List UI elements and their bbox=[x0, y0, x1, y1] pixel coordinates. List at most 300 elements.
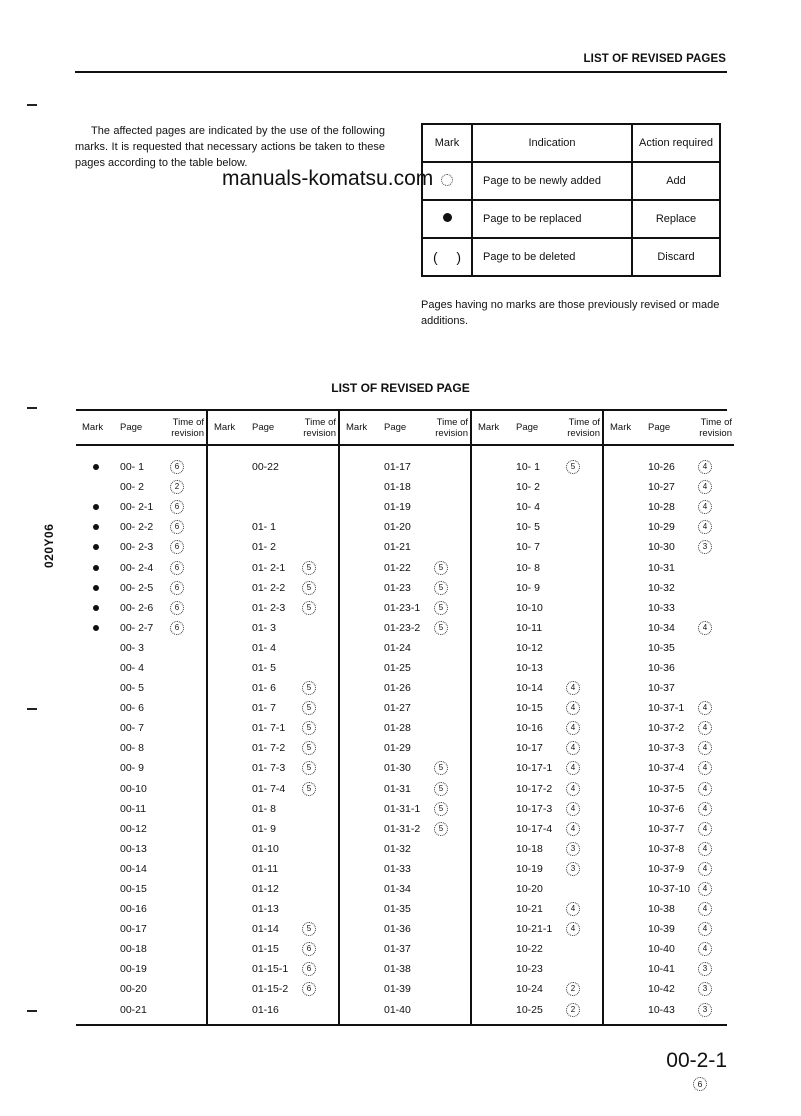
cell-page: 10-24 bbox=[516, 983, 543, 996]
cell-page: 01-40 bbox=[384, 1003, 411, 1016]
table-row bbox=[604, 517, 734, 537]
cell-revision bbox=[298, 922, 338, 936]
column-header bbox=[340, 411, 470, 446]
cell-page: 01-16 bbox=[252, 1003, 279, 1016]
legend-header-indication: Indication bbox=[472, 124, 632, 162]
cell-revision bbox=[694, 782, 734, 796]
legend-row-discard bbox=[422, 238, 720, 276]
cell-revision bbox=[298, 962, 338, 976]
cell-page: 10-21 bbox=[516, 903, 543, 916]
cell-revision bbox=[298, 761, 338, 775]
table-row bbox=[76, 959, 206, 979]
cell-page: 10-20 bbox=[516, 883, 543, 896]
revision-circle-icon: 4 bbox=[698, 902, 712, 916]
table-row bbox=[472, 658, 602, 678]
table-row bbox=[76, 698, 206, 718]
revision-circle-icon: 5 bbox=[566, 460, 580, 474]
cell-revision bbox=[562, 982, 602, 996]
cell-page: 00-18 bbox=[120, 943, 147, 956]
cell-revision bbox=[562, 922, 602, 936]
column-header bbox=[76, 411, 206, 446]
revision-circle-icon: 5 bbox=[434, 782, 448, 796]
revision-circle-icon: 2 bbox=[566, 1003, 580, 1017]
table-row bbox=[604, 718, 734, 738]
page-revision bbox=[693, 1074, 707, 1092]
cell-page: 10-22 bbox=[516, 943, 543, 956]
table-row bbox=[340, 517, 470, 537]
revision-circle-icon: 4 bbox=[566, 822, 580, 836]
cell-page: 00-11 bbox=[120, 802, 147, 815]
cell-page: 10-17-2 bbox=[516, 782, 553, 795]
revision-circle-icon: 4 bbox=[698, 802, 712, 816]
table-row bbox=[604, 598, 734, 618]
revision-circle-icon: 3 bbox=[698, 1003, 712, 1017]
cell-page: 10- 7 bbox=[516, 541, 540, 554]
table-row bbox=[76, 638, 206, 658]
revision-circle-icon: 4 bbox=[698, 500, 712, 514]
table-row bbox=[340, 899, 470, 919]
table-row bbox=[472, 578, 602, 598]
cell-page: 01- 1 bbox=[252, 521, 276, 534]
table-row bbox=[604, 457, 734, 477]
table-row bbox=[472, 477, 602, 497]
table-row bbox=[340, 578, 470, 598]
cell-page: 01-23-2 bbox=[384, 621, 421, 634]
header-time-line2: revision bbox=[303, 427, 336, 439]
table-row bbox=[472, 638, 602, 658]
cell-mark bbox=[76, 544, 112, 550]
table-row bbox=[76, 457, 206, 477]
revision-circle-icon: 4 bbox=[566, 701, 580, 715]
list-title: LIST OF REVISED PAGE bbox=[331, 381, 470, 395]
revision-circle-icon: 5 bbox=[434, 802, 448, 816]
table-row bbox=[76, 779, 206, 799]
table-row bbox=[472, 678, 602, 698]
cell-page: 10-37-1 bbox=[648, 702, 685, 715]
cell-page: 10-21-1 bbox=[516, 923, 553, 936]
cell-revision bbox=[694, 500, 734, 514]
table-row bbox=[472, 859, 602, 879]
table-row bbox=[604, 839, 734, 859]
cell-revision bbox=[562, 782, 602, 796]
table-row bbox=[208, 959, 338, 979]
cell-page: 00-14 bbox=[120, 862, 147, 875]
cell-mark bbox=[76, 585, 112, 591]
revision-circle-icon: 5 bbox=[302, 922, 316, 936]
header-title: LIST OF REVISED PAGES bbox=[583, 53, 726, 65]
revision-circle-icon: 6 bbox=[302, 962, 316, 976]
cell-revision bbox=[694, 982, 734, 996]
cell-revision bbox=[562, 681, 602, 695]
revision-circle-icon: 4 bbox=[698, 842, 712, 856]
cell-revision bbox=[694, 520, 734, 534]
table-row bbox=[208, 718, 338, 738]
table-row bbox=[604, 658, 734, 678]
table-row bbox=[604, 698, 734, 718]
header-rule bbox=[75, 71, 727, 73]
revision-circle-icon: 5 bbox=[302, 701, 316, 715]
cell-page: 10-16 bbox=[516, 722, 543, 735]
cell-page: 01- 4 bbox=[252, 641, 276, 654]
cell-page: 00-19 bbox=[120, 963, 147, 976]
revision-circle-icon: 6 bbox=[302, 982, 316, 996]
revision-circle-icon: 4 bbox=[698, 782, 712, 796]
table-row bbox=[340, 799, 470, 819]
cell-revision bbox=[298, 982, 338, 996]
cell-revision bbox=[562, 741, 602, 755]
cell-page: 01-17 bbox=[384, 461, 411, 474]
cell-page: 10-17-4 bbox=[516, 822, 553, 835]
cell-revision bbox=[430, 761, 470, 775]
table-row bbox=[340, 758, 470, 778]
cell-revision bbox=[562, 761, 602, 775]
header-mark: Mark bbox=[478, 422, 500, 433]
cell-page: 10-30 bbox=[648, 541, 675, 554]
cell-revision bbox=[166, 561, 206, 575]
legend-header-mark: Mark bbox=[422, 124, 472, 162]
margin-mark bbox=[27, 104, 37, 106]
cell-page: 01- 2-1 bbox=[252, 561, 286, 574]
cell-page: 10- 4 bbox=[516, 501, 540, 514]
revision-circle-icon: 3 bbox=[698, 540, 712, 554]
cell-mark bbox=[76, 504, 112, 510]
cell-revision bbox=[694, 942, 734, 956]
table-row bbox=[340, 497, 470, 517]
revision-circle-icon: 5 bbox=[434, 761, 448, 775]
replace-dot-icon bbox=[93, 565, 99, 571]
table-row bbox=[208, 598, 338, 618]
table-row bbox=[208, 658, 338, 678]
table-column-group bbox=[206, 411, 338, 1024]
table-row bbox=[340, 457, 470, 477]
cell-revision bbox=[694, 480, 734, 494]
cell-page: 01-23 bbox=[384, 581, 411, 594]
empty-circle-icon bbox=[441, 174, 453, 186]
table-row bbox=[472, 457, 602, 477]
cell-page: 10-28 bbox=[648, 501, 675, 514]
cell-page: 00-13 bbox=[120, 842, 147, 855]
cell-page: 00-21 bbox=[120, 1003, 147, 1016]
column-header bbox=[472, 411, 602, 446]
revision-circle-icon: 4 bbox=[698, 822, 712, 836]
table-row bbox=[340, 919, 470, 939]
cell-mark bbox=[76, 464, 112, 470]
cell-page: 00- 1 bbox=[120, 461, 144, 474]
cell-revision bbox=[694, 902, 734, 916]
cell-revision bbox=[694, 1003, 734, 1017]
cell-page: 00- 4 bbox=[120, 661, 144, 674]
revision-circle-icon: 4 bbox=[566, 922, 580, 936]
revision-circle-icon: 6 bbox=[170, 540, 184, 554]
cell-page: 01-30 bbox=[384, 762, 411, 775]
revision-circle-icon: 4 bbox=[698, 761, 712, 775]
cell-revision bbox=[562, 822, 602, 836]
header-mark: Mark bbox=[610, 422, 632, 433]
cell-page: 10-25 bbox=[516, 1003, 543, 1016]
cell-revision bbox=[298, 581, 338, 595]
revision-circle-icon: 4 bbox=[698, 922, 712, 936]
cell-page: 01-34 bbox=[384, 883, 411, 896]
cell-page: 10-37-6 bbox=[648, 802, 685, 815]
cell-page: 01- 2 bbox=[252, 541, 276, 554]
cell-page: 10-27 bbox=[648, 481, 675, 494]
cell-page: 10- 2 bbox=[516, 481, 540, 494]
table-row bbox=[76, 1000, 206, 1020]
cell-page: 10-11 bbox=[516, 621, 543, 634]
table-row bbox=[472, 899, 602, 919]
revision-circle-icon: 6 bbox=[302, 942, 316, 956]
revision-circle-icon: 3 bbox=[698, 962, 712, 976]
table-row bbox=[208, 618, 338, 638]
cell-page: 00- 2-5 bbox=[120, 581, 154, 594]
cell-revision bbox=[166, 480, 206, 494]
cell-page: 10-39 bbox=[648, 923, 675, 936]
table-row bbox=[340, 557, 470, 577]
cell-page: 10-14 bbox=[516, 682, 543, 695]
table-row bbox=[208, 859, 338, 879]
header-page: Page bbox=[252, 422, 275, 433]
cell-page: 00-22 bbox=[252, 461, 279, 474]
cell-page: 01- 7-1 bbox=[252, 722, 286, 735]
cell-revision bbox=[166, 581, 206, 595]
cell-page: 10-38 bbox=[648, 903, 675, 916]
cell-revision bbox=[694, 741, 734, 755]
table-row bbox=[340, 698, 470, 718]
table-row bbox=[208, 979, 338, 999]
cell-mark bbox=[76, 565, 112, 571]
revised-pages-table bbox=[76, 409, 732, 1026]
revision-circle-icon: 5 bbox=[302, 601, 316, 615]
cell-revision bbox=[298, 782, 338, 796]
cell-page: 00-16 bbox=[120, 903, 147, 916]
cell-page: 01-12 bbox=[252, 883, 279, 896]
table-row bbox=[604, 477, 734, 497]
revision-circle-icon: 4 bbox=[566, 761, 580, 775]
revision-circle-icon: 4 bbox=[566, 681, 580, 695]
table-row bbox=[76, 799, 206, 819]
cell-page: 01-31-2 bbox=[384, 822, 421, 835]
table-row bbox=[76, 557, 206, 577]
table-row bbox=[208, 899, 338, 919]
revision-circle-icon: 5 bbox=[302, 681, 316, 695]
cell-page: 10-13 bbox=[516, 661, 543, 674]
table-row bbox=[340, 879, 470, 899]
table-row bbox=[208, 839, 338, 859]
cell-revision bbox=[430, 621, 470, 635]
table-row bbox=[76, 477, 206, 497]
cell-revision bbox=[430, 601, 470, 615]
table-row bbox=[340, 537, 470, 557]
cell-page: 01- 2-2 bbox=[252, 581, 286, 594]
table-row bbox=[604, 758, 734, 778]
cell-revision bbox=[694, 882, 734, 896]
cell-page: 10-29 bbox=[648, 521, 675, 534]
cell-page: 00- 3 bbox=[120, 641, 144, 654]
table-row bbox=[604, 979, 734, 999]
revision-circle-icon: 4 bbox=[698, 721, 712, 735]
table-row bbox=[76, 658, 206, 678]
cell-page: 00- 2-3 bbox=[120, 541, 154, 554]
header-time-of-revision bbox=[158, 417, 206, 439]
cell-page: 00- 9 bbox=[120, 762, 144, 775]
table-row bbox=[604, 819, 734, 839]
table-row bbox=[472, 698, 602, 718]
legend-row-replace bbox=[422, 200, 720, 238]
header-mark: Mark bbox=[82, 422, 104, 433]
cell-page: 01-26 bbox=[384, 682, 411, 695]
cell-page: 01- 8 bbox=[252, 802, 276, 815]
revision-circle-icon: 5 bbox=[434, 601, 448, 615]
revision-circle-icon: 6 bbox=[170, 561, 184, 575]
cell-page: 10-17 bbox=[516, 742, 543, 755]
table-row bbox=[340, 718, 470, 738]
header-time-of-revision bbox=[686, 417, 734, 439]
revision-circle-icon: 5 bbox=[302, 721, 316, 735]
cell-revision bbox=[430, 782, 470, 796]
cell-revision bbox=[298, 561, 338, 575]
table-row bbox=[604, 738, 734, 758]
table-row bbox=[340, 939, 470, 959]
cell-page: 10-10 bbox=[516, 601, 543, 614]
header-time-line2: revision bbox=[699, 427, 732, 439]
revision-circle-icon: 2 bbox=[170, 480, 184, 494]
cell-revision bbox=[694, 922, 734, 936]
table-column-group bbox=[338, 411, 470, 1024]
cell-page: 10- 8 bbox=[516, 561, 540, 574]
replace-dot-icon bbox=[93, 464, 99, 470]
cell-mark bbox=[76, 605, 112, 611]
header-time-of-revision bbox=[554, 417, 602, 439]
cell-page: 01- 7-2 bbox=[252, 742, 286, 755]
table-row bbox=[340, 959, 470, 979]
cell-page: 01-33 bbox=[384, 862, 411, 875]
revision-circle-icon: 3 bbox=[566, 842, 580, 856]
table-row bbox=[472, 738, 602, 758]
cell-revision bbox=[298, 942, 338, 956]
table-row bbox=[340, 819, 470, 839]
replace-dot-icon bbox=[93, 605, 99, 611]
revision-circle-icon: 4 bbox=[566, 902, 580, 916]
table-row bbox=[76, 979, 206, 999]
cell-revision bbox=[694, 460, 734, 474]
cell-page: 01-31-1 bbox=[384, 802, 421, 815]
table-row bbox=[76, 939, 206, 959]
revision-circle-icon: 4 bbox=[566, 782, 580, 796]
table-row bbox=[472, 517, 602, 537]
revision-circle-icon: 4 bbox=[698, 701, 712, 715]
cell-page: 01- 5 bbox=[252, 661, 276, 674]
cell-revision bbox=[562, 460, 602, 474]
legend-header-action: Action required bbox=[632, 124, 720, 162]
table-row bbox=[76, 919, 206, 939]
cell-revision bbox=[694, 701, 734, 715]
cell-mark bbox=[76, 625, 112, 631]
cell-page: 10-19 bbox=[516, 862, 543, 875]
table-row bbox=[472, 758, 602, 778]
margin-mark bbox=[27, 407, 37, 409]
revision-circle-icon: 4 bbox=[566, 802, 580, 816]
header-page: Page bbox=[516, 422, 539, 433]
revision-circle-icon: 5 bbox=[302, 741, 316, 755]
cell-page: 10- 1 bbox=[516, 461, 540, 474]
table-row bbox=[76, 899, 206, 919]
side-code: 020Y06 bbox=[42, 523, 56, 568]
legend-header-row bbox=[422, 124, 720, 162]
revision-circle-icon: 6 bbox=[170, 520, 184, 534]
table-row bbox=[76, 618, 206, 638]
table-row bbox=[208, 537, 338, 557]
legend-action: Discard bbox=[632, 238, 720, 276]
cell-revision bbox=[298, 741, 338, 755]
cell-page: 00- 7 bbox=[120, 722, 144, 735]
cell-page: 00-20 bbox=[120, 983, 147, 996]
cell-page: 00-10 bbox=[120, 782, 147, 795]
table-row bbox=[340, 779, 470, 799]
margin-mark bbox=[27, 708, 37, 710]
table-row bbox=[208, 819, 338, 839]
cell-page: 10-42 bbox=[648, 983, 675, 996]
table-row bbox=[472, 618, 602, 638]
table-row bbox=[340, 678, 470, 698]
cell-page: 01-36 bbox=[384, 923, 411, 936]
table-row bbox=[76, 879, 206, 899]
replace-dot-icon bbox=[93, 544, 99, 550]
table-row bbox=[76, 537, 206, 557]
header-page: Page bbox=[120, 422, 143, 433]
cell-page: 00- 5 bbox=[120, 682, 144, 695]
cell-page: 10-37-3 bbox=[648, 742, 685, 755]
revision-circle-icon: 4 bbox=[698, 480, 712, 494]
table-column-group bbox=[470, 411, 602, 1024]
page-number: 00-2-1 bbox=[666, 1049, 727, 1072]
table-row bbox=[208, 557, 338, 577]
cell-revision bbox=[694, 761, 734, 775]
cell-revision bbox=[298, 601, 338, 615]
paren-close: ) bbox=[456, 249, 461, 265]
cell-revision bbox=[166, 621, 206, 635]
cell-page: 10-31 bbox=[648, 561, 675, 574]
table-row bbox=[604, 638, 734, 658]
table-row bbox=[604, 618, 734, 638]
revision-circle-icon: 4 bbox=[698, 520, 712, 534]
table-row bbox=[76, 819, 206, 839]
marks-legend-table bbox=[421, 123, 721, 277]
cell-revision bbox=[694, 721, 734, 735]
cell-revision bbox=[562, 721, 602, 735]
margin-mark bbox=[27, 1010, 37, 1012]
table-row bbox=[208, 678, 338, 698]
cell-page: 10-34 bbox=[648, 621, 675, 634]
cell-page: 10-37-4 bbox=[648, 762, 685, 775]
table-column-group bbox=[76, 411, 206, 1024]
cell-page: 10-36 bbox=[648, 661, 675, 674]
table-row bbox=[472, 718, 602, 738]
cell-page: 00- 2-2 bbox=[120, 521, 154, 534]
revision-circle-icon: 5 bbox=[434, 561, 448, 575]
revision-circle-icon: 4 bbox=[698, 741, 712, 755]
cell-page: 01-13 bbox=[252, 903, 279, 916]
table-row bbox=[340, 638, 470, 658]
cell-revision bbox=[430, 802, 470, 816]
cell-page: 01-28 bbox=[384, 722, 411, 735]
table-row bbox=[604, 959, 734, 979]
table-row bbox=[208, 758, 338, 778]
cell-revision bbox=[298, 701, 338, 715]
table-row bbox=[604, 1000, 734, 1020]
revision-circle-icon: 4 bbox=[698, 882, 712, 896]
cell-page: 10-41 bbox=[648, 963, 675, 976]
table-row bbox=[208, 879, 338, 899]
